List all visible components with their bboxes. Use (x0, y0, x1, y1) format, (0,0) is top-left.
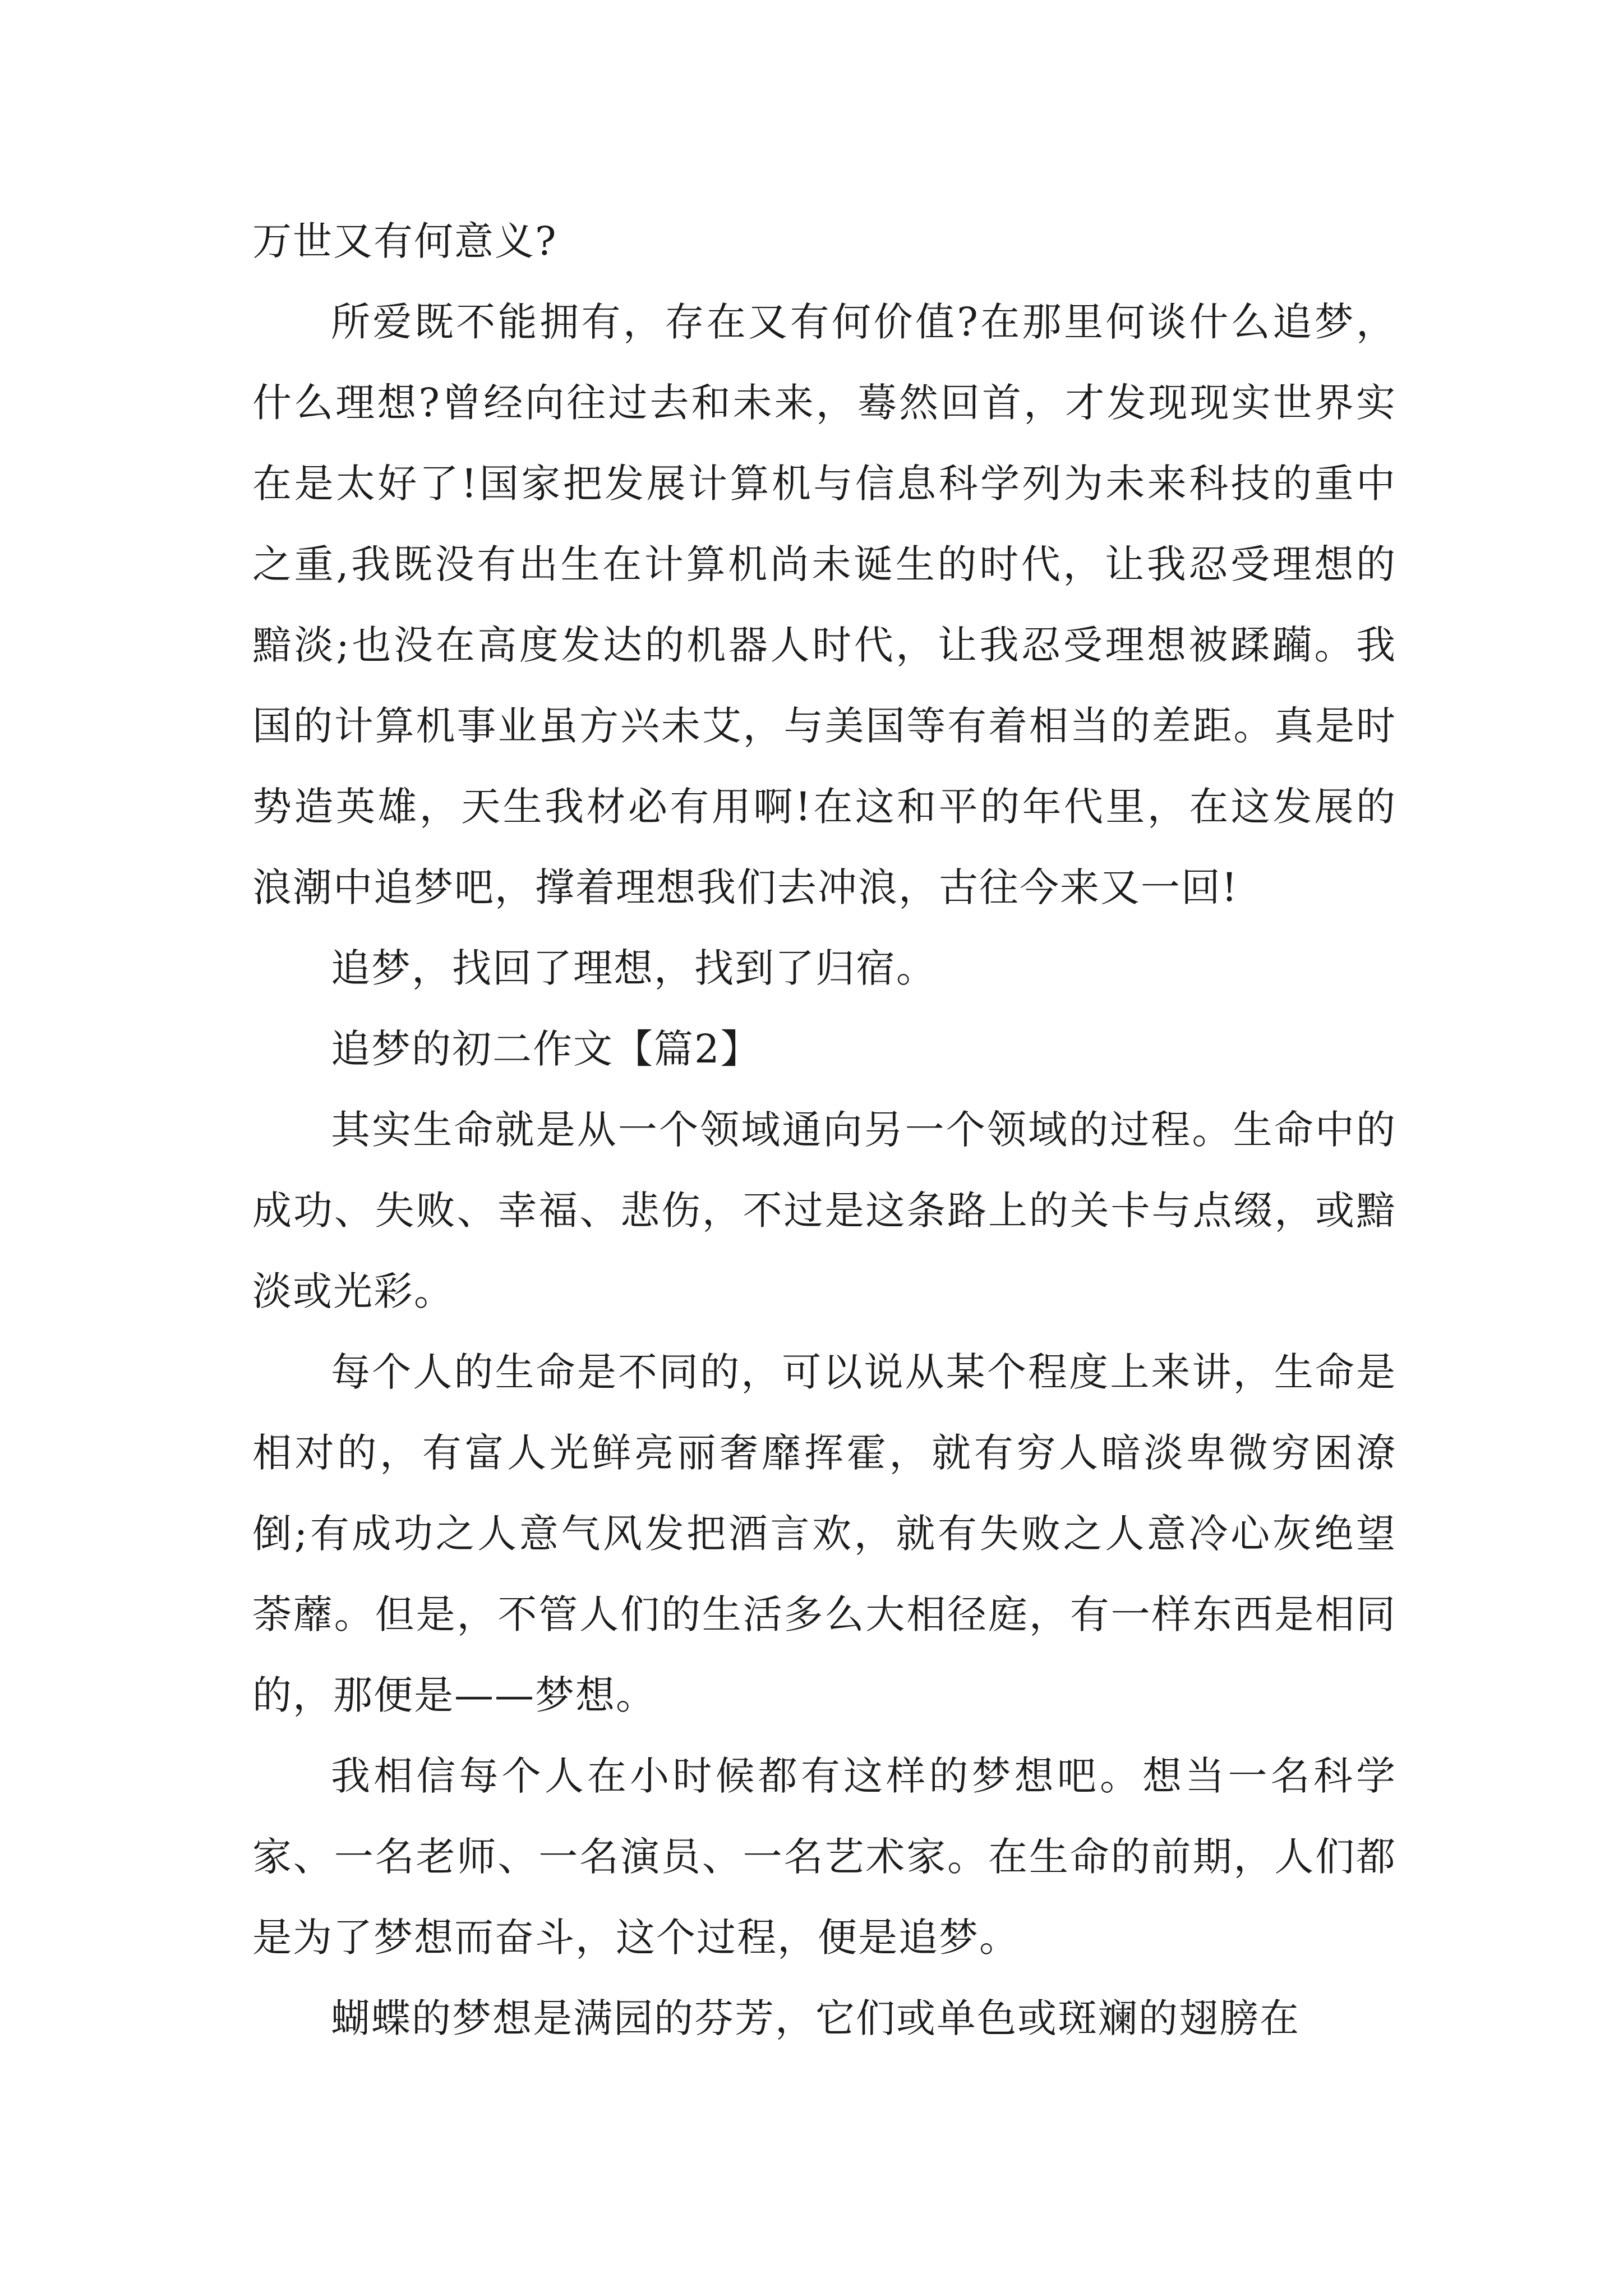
paragraph-dream-pursuit: 所爱既不能拥有，存在又有何价值?在那里何谈什么追梦，什么理想?曾经向往过去和未来，蓦然回首，才发现现实世界实在是太好了!国家把发展计算机与信息科学列为未来科技的重中之重,我既没有出生在计算机尚未诞生的时代，让我忍受理想的黯淡;也没在高度发达的机器人时代，让我忍受理想被蹂躏。我国的计算机事业虽方兴未艾，与美国等有着相当的差距。真是时势造英雄，天生我材必有用啊!在这和平的年代里，在这发展的浪潮中追梦吧，撑着理想我们去冲浪，古往今来又一回! (252, 299, 1396, 910)
section-heading: 追梦的初二作文【篇2】 (331, 1026, 761, 1072)
paragraph-conclusion: 追梦，找回了理想，找到了归宿。 (331, 945, 937, 991)
paragraph-life-relative: 每个人的生命是不同的，可以说从某个程度上来讲，生命是相对的，有富人光鲜亮丽奢靡挥霍，就有穷人暗淡卑微穷困潦倒;有成功之人意气风发把酒言欢，就有失败之人意冷心灰绝望荼蘼。但是，不管人们的生活多么大相径庭，有一样东西是相同的，那便是——梦想。 (252, 1349, 1396, 1718)
body-text (252, 201, 1396, 2059)
paragraph-continuation: 万世又有何意义? (252, 218, 557, 264)
paragraph-childhood-dream: 我相信每个人在小时候都有这样的梦想吧。想当一名科学家、一名老师、一名演员、一名艺术家。在生命的前期，人们都是为了梦想而奋斗，这个过程，便是追梦。 (252, 1753, 1396, 1961)
paragraph-butterfly: 蝴蝶的梦想是满园的芬芳，它们或单色或斑斓的翅膀在 (331, 1995, 1300, 2041)
paragraph-life-process: 其实生命就是从一个领域通向另一个领域的过程。生命中的成功、失败、幸福、悲伤，不过是这条路上的关卡与点缀，或黯淡或光彩。 (252, 1107, 1396, 1314)
